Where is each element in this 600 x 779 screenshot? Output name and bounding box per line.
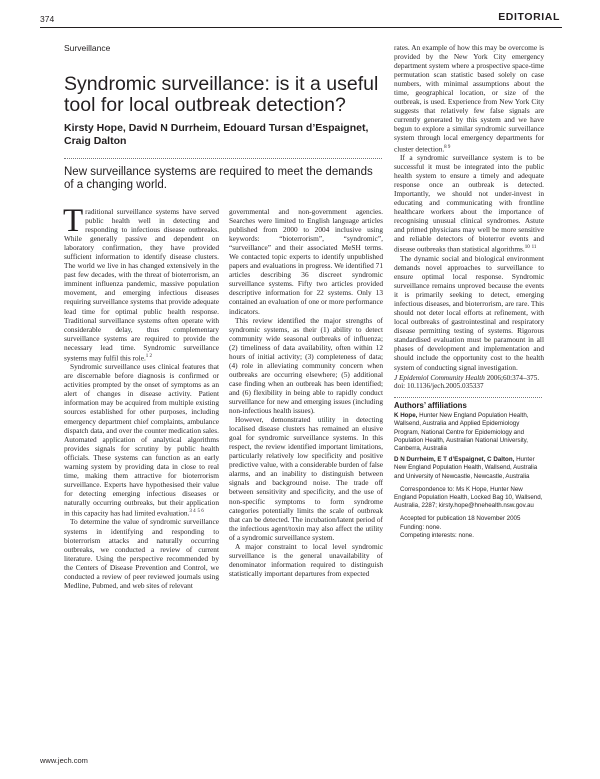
affiliation-entry: D N Durrheim, E T d’Espaignet, C Dalton, Hunter New England Population Health, Wallsend, Australia and University of Newcastle, Newcastle, Australia: [394, 456, 538, 480]
paragraph: Syndromic surveillance uses clinical features that are discernable before diagnosis is confirmed or activities prompted by the onset of symptoms as an alert of changes in disease activity. Patient information may be acquired from multiple existing sources established for other purposes, including emergency department chief complaints, ambulance dispatch data, and over the counter medication sales. Automated application of analytical algorithms provides signals for scrutiny by public health officials. These systems can function as an early warning system by providing data in close to real time, making them attractive for bioterrorism surveillance. Experts have hypothesised their value for detecting emerging infectious diseases or naturally occurring outbreaks, but their application in this capacity has had limited evaluation.$^{3 4}$ $^{5 6}$: [64, 362, 219, 518]
affiliations-list: [394, 412, 544, 481]
citation: [394, 374, 544, 392]
paragraph: Traditional surveillance systems have served public health well in detecting and responding to infectious disease outbreaks. While generally passive and dependent on laboratory confirmation, they have provided sufficient information to identify disease clusters. The world we live in has changed extensively in the past few decades, with the threat of bioterrorism, an imminent influenza pandemic, massive population movement, and emerging infectious diseases requiring surveillance systems that provide adequate lead time for optimal public health response. Traditional surveillance systems often operate with considerable delay, thus complementary surveillance systems are required to provide the necessary lead time. Syndromic surveillance systems may fulfil this role.$^{1 2}$: [63, 203, 219, 363]
page-number: 374: [40, 14, 55, 24]
paragraph: This review identified the major strengths of syndromic systems, as their (1) ability to detect community wide seasonal outbreaks of influenza; (2) timeliness of data availability, often within 12 hours of initial activity; (3) completeness of data; (4) role in alleviating community concern when outbreaks are occurring elsewhere; (5) additional case finding when an outbreak has been identified; and (6) flexibility in being able to rapidly conduct surveillance for new and emerging issues (including non-infectious health issues).: [229, 315, 383, 416]
reference-marker: 5 6: [197, 508, 204, 514]
article-category: Surveillance: [64, 43, 111, 53]
body-column-3: [394, 43, 544, 540]
standfirst: New surveillance systems are required to meet the demands of a changing world.: [64, 166, 373, 191]
reference-marker: 11: [531, 245, 537, 251]
affiliations-divider: [394, 397, 542, 398]
article-title: Syndromic surveillance: is it a useful tool for local outbreak detection?: [64, 73, 379, 116]
footer-url[interactable]: www.jech.com: [40, 756, 88, 765]
affiliation-entry: K Hope, Hunter New England Population Health, Wallsend, Australia and Applied Epidemiology Program, National Centre for Epidemiology and Population Health, Australian National University, Canberra, Australia: [394, 412, 529, 453]
accepted-date: Accepted for publication 18 November 2005: [400, 515, 521, 523]
article-authors: Kirsty Hope, David N Durrheim, Edouard Tursan d’Espaignet, Craig Dalton: [64, 122, 369, 147]
paragraph: To determine the value of syndromic surveillance systems in identifying and responding to bioterrorism attacks and naturally occurring outbreaks, we conducted a review of current literature. Using the perspective recommended by the Centers of Disease Prevention and Control, we conducted a review of peer reviewed journals using Medline, Pubmed, and web sites of relevant: [64, 517, 219, 590]
affiliations-heading: Authors’ affiliations: [394, 401, 467, 411]
correspondence: Correspondence to: Ms K Hope, Hunter New England Population Health, Locked Bag 10, Wallsend, Australia, 2287; kirsty.hope@hnehealth.nsw.gov.au: [394, 485, 543, 510]
body-column-2: [229, 207, 383, 578]
funding: Funding: none.: [400, 523, 442, 531]
paragraph: rates. An example of how this may be overcome is provided by the New York City emergency department system where a prospective space-time permutation scan statistic based solely on case numbers, with minimal assumptions about the time, geographical location, or size of the outbreak, is used. Experience from New York City suggests that relatively few false signals are currently generated by this system and we have begun to explore a similar syndromic surveillance system through local emergency departments for cluster detection.$^{8 9}$: [394, 43, 544, 153]
reference-marker: 3 4: [189, 508, 196, 514]
header-rule: [40, 27, 562, 28]
title-divider: [64, 158, 382, 159]
body-column-1: [63, 203, 219, 590]
reference-marker: 1 2: [145, 353, 153, 359]
journal-name: J Epidemiol Community Health: [394, 373, 485, 382]
doi[interactable]: doi: 10.1136/jech.2005.035337: [394, 382, 484, 391]
section-label: EDITORIAL: [498, 11, 560, 23]
paragraph: governmental and non-government agencies. Searches were limited to English language articles published from 2000 to 2004 inclusive using keywords: “bioterrorism”, “syndromic”, “surveillance” and their associated MeSH terms. We contacted topic experts to identify unpublished papers and evaluations in progress. We identified 71 articles describing 36 discreet syndromic surveillance systems. Fifty two articles provided descriptive information for 22 systems. Only 13 contained an evaluation of one or more performance indicators.: [229, 207, 383, 316]
citation-details: 2006;60:374–375.: [486, 373, 540, 382]
paragraph: The dynamic social and biological environment demands novel approaches to surveillance to ensure optimal local response. Syndromic surveillance remains unproved because the events it is primarily seeking to detect, emerging infectious diseases, and bioterrorism, are rare. This should not deter local efforts at refinement, with local outbreaks of gastrointestinal and respiratory disease permitting testing of systems. Rigorous standardised evaluation must be paramount in all phases of development and implementation and should include the opportunity cost to the health system of conducting signal investigation.: [394, 253, 544, 372]
paragraph: If a syndromic surveillance system is to be successful it must be integrated into the public health system to ensure a timely and adequate response once an outbreak is detected. Importantly, we should not under-invest in educating and communicating with frontline healthcare workers about the importance of recognising unusual clinical syndromes. Astute and primed physicians may well be more sensitive and reliable detectors of bioterror events and disease outbreaks than statistical algorithms.$^{10}$ $^{11}$: [394, 153, 544, 254]
paragraph: However, demonstrated utility in detecting localised disease clusters has remained an elusive goal for syndromic surveillance systems. In this respect, the review identified important limitations, particularly relatively low specificity and positive predictive value, with a considerable burden of false alarms, and an inability to distinguish between signals and background noise. The trade off between sensitivity and specificity, and the use of non-specific symptoms to form syndrome categories potentially limits the scale of outbreak that can be detected. The incubation/latent period of the infectious agent/toxin may also affect the utility of a syndromic surveillance system.: [229, 415, 383, 542]
competing-interests: Competing interests: none.: [400, 531, 474, 539]
paragraph: A major constraint to local level syndromic surveillance is the general unavailability of denominator information required to distinguish statistically important departures from expected: [229, 541, 383, 578]
drop-cap: T: [63, 203, 84, 239]
reference-marker: 8 9: [444, 144, 451, 150]
reference-marker: 10: [524, 245, 530, 251]
